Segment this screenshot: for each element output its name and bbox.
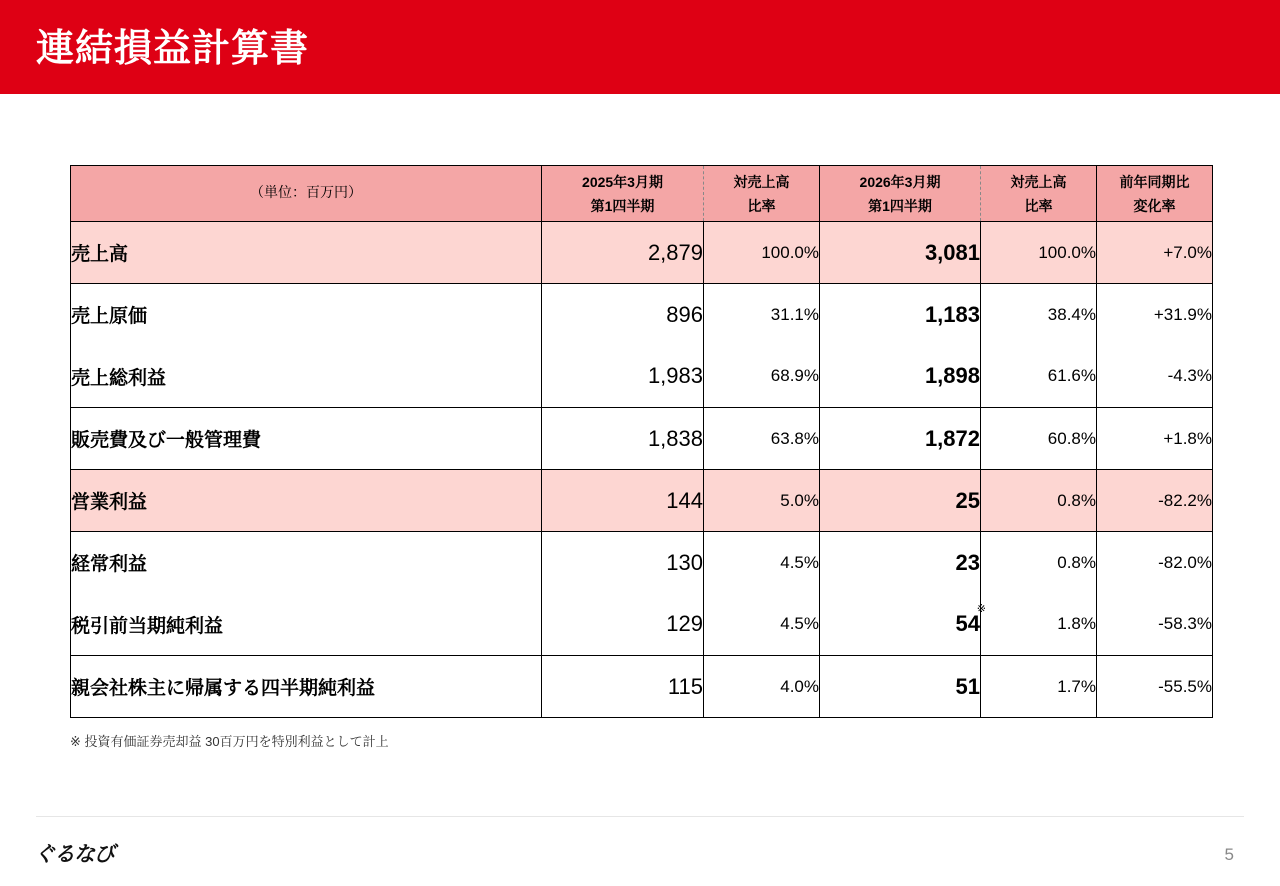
income-statement-table [70, 165, 1213, 718]
row-label: 親会社株主に帰属する四半期純利益 [71, 656, 542, 718]
ratio-2025: 100.0% [704, 222, 820, 284]
ratio-2026: 60.8% [981, 408, 1097, 470]
yoy-header: 前年同期比 変化率 [1097, 166, 1213, 222]
row-label: 経常利益 [71, 532, 542, 594]
table-header-row [71, 166, 1213, 222]
value-2025: 129 [542, 594, 704, 656]
value-2025: 1,838 [542, 408, 704, 470]
value-2026: 23 [820, 532, 981, 594]
ratio-2026: 38.4% [981, 284, 1097, 346]
ratio-2026: 0.8% [981, 470, 1097, 532]
page-title: 連結損益計算書 [36, 28, 310, 70]
yoy-change: -55.5% [1097, 656, 1213, 718]
row-label: 販売費及び一般管理費 [71, 408, 542, 470]
row-label: 売上原価 [71, 284, 542, 346]
ratio-2026: 1.8% [981, 594, 1097, 656]
yoy-change: -82.2% [1097, 470, 1213, 532]
table-row [71, 594, 1213, 656]
value-2026: 1,872 [820, 408, 981, 470]
value-2026: 25 [820, 470, 981, 532]
value-2025: 115 [542, 656, 704, 718]
ratio-2025: 68.9% [704, 346, 820, 408]
ratio-2025: 5.0% [704, 470, 820, 532]
table-row [71, 284, 1213, 346]
gurunavi-logo: ぐるなび [34, 843, 114, 866]
ratio-2026-header: 対売上高 比率 [981, 166, 1097, 222]
table-row [71, 408, 1213, 470]
unit-header: （単位：百万円） [71, 166, 542, 222]
yoy-change: -58.3% [1097, 594, 1213, 656]
value-2025: 130 [542, 532, 704, 594]
ratio-2025: 31.1% [704, 284, 820, 346]
table-row [71, 346, 1213, 408]
page-number: 5 [1224, 845, 1234, 864]
value-2026: 54 [955, 611, 980, 637]
fy2026-header: 2026年3月期 第1四半期 [820, 166, 981, 222]
row-label: 売上高 [71, 222, 542, 284]
value-2026-cell [820, 594, 986, 656]
yoy-change: +31.9% [1097, 284, 1213, 346]
ratio-2026: 61.6% [981, 346, 1097, 408]
ratio-2025: 63.8% [704, 408, 820, 470]
value-2026: 3,081 [820, 222, 981, 284]
header-bar [0, 0, 1280, 94]
table-row [71, 222, 1213, 284]
value-2025: 2,879 [542, 222, 704, 284]
ratio-2025: 4.5% [704, 594, 820, 656]
yoy-change: +1.8% [1097, 408, 1213, 470]
row-label: 売上総利益 [71, 346, 542, 408]
footnote: ※ 投資有価証券売却益 30百万円を特別利益として計上 [70, 734, 389, 749]
table-row [71, 470, 1213, 532]
value-2026: 51 [820, 656, 981, 718]
value-2025: 144 [542, 470, 704, 532]
yoy-change: -4.3% [1097, 346, 1213, 408]
note-mark: ※ [976, 602, 986, 615]
ratio-2026: 1.7% [981, 656, 1097, 718]
table-row [71, 656, 1213, 718]
ratio-2025: 4.0% [704, 656, 820, 718]
fy2025-header: 2025年3月期 第1四半期 [542, 166, 704, 222]
value-2026: 1,183 [820, 284, 981, 346]
value-2025: 896 [542, 284, 704, 346]
row-label: 営業利益 [71, 470, 542, 532]
ratio-2026: 100.0% [981, 222, 1097, 284]
yoy-change: +7.0% [1097, 222, 1213, 284]
value-2025: 1,983 [542, 346, 704, 408]
row-label: 税引前当期純利益 [71, 594, 542, 656]
ratio-2025-header: 対売上高 比率 [704, 166, 820, 222]
value-2026: 1,898 [820, 346, 981, 408]
ratio-2026: 0.8% [981, 532, 1097, 594]
table-row [71, 532, 1213, 594]
footer-divider [36, 816, 1244, 817]
ratio-2025: 4.5% [704, 532, 820, 594]
yoy-change: -82.0% [1097, 532, 1213, 594]
